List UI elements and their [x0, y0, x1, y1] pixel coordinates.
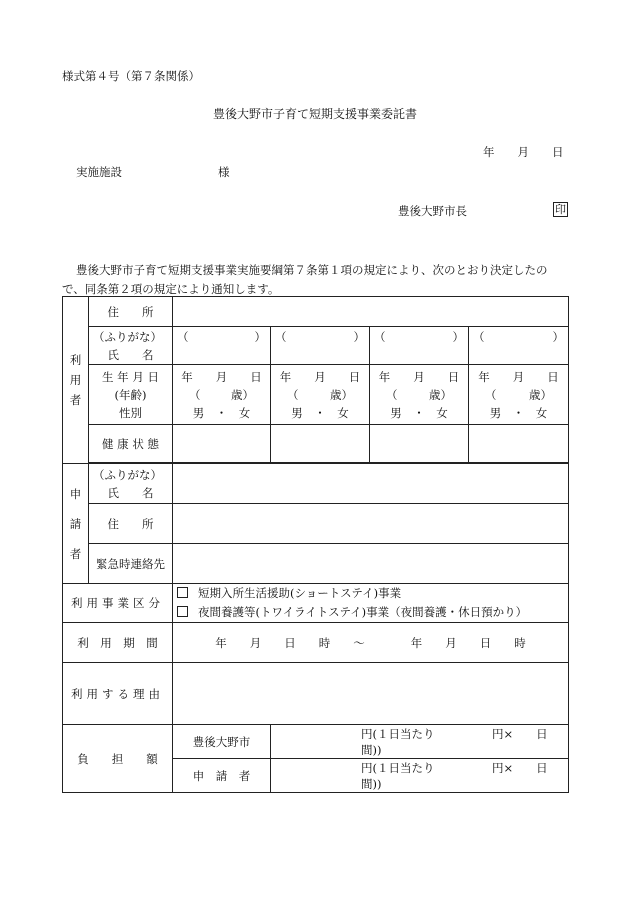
applicant-name-row [63, 464, 569, 504]
twilight-stay-checkbox[interactable] [177, 606, 188, 617]
burden-label: 負 担 額 [63, 725, 173, 793]
issue-date: 年 月 日 [483, 145, 564, 159]
user-address-field[interactable] [173, 297, 569, 327]
seal-text: 印 [555, 203, 566, 216]
body-text-line1: 豊後大野市子育て短期支援事業実施要綱第７条第１項の規定により、次のとおり決定したの [76, 263, 548, 277]
user-address-row [63, 297, 569, 327]
burden-amount-city[interactable]: 円(１日当たり 円× 日間)) [271, 725, 569, 759]
user-birth-field-1[interactable]: 年 月 日 （ 歳） 男 ・ 女 [173, 365, 271, 425]
user-birth-field-3[interactable]: 年 月 日 （ 歳） 男 ・ 女 [370, 365, 469, 425]
seal-mark [553, 202, 568, 217]
user-name-field-1[interactable]: （ ） [173, 327, 271, 365]
short-stay-checkbox[interactable] [177, 587, 188, 598]
form-number: 様式第４号（第７条関係） [62, 69, 200, 83]
period-field[interactable]: 年 月 日 時 ～ 年 月 日 時 [173, 623, 569, 663]
user-name-field-2[interactable]: （ ） [271, 327, 370, 365]
user-birth-row [63, 365, 569, 425]
burden-payer-city: 豊後大野市 [173, 725, 271, 759]
burden-payer-applicant: 申 請 者 [173, 759, 271, 793]
sender-name: 豊後大野市長 [398, 204, 467, 218]
applicant-address-row [63, 504, 569, 544]
user-health-field-3[interactable] [370, 425, 469, 463]
recipient-label: 実施施設 [76, 165, 122, 179]
service-label: 利用事業区分 [63, 584, 173, 623]
reason-row [63, 663, 569, 725]
applicant-name-label: （ふりがな） 氏 名 [89, 464, 173, 504]
applicant-address-field[interactable] [173, 504, 569, 544]
user-birth-field-2[interactable]: 年 月 日 （ 歳） 男 ・ 女 [271, 365, 370, 425]
burden-row-city [63, 725, 569, 759]
applicant-emergency-row [63, 544, 569, 584]
user-name-field-3[interactable]: （ ） [370, 327, 469, 365]
user-health-field-1[interactable] [173, 425, 271, 463]
user-health-field-4[interactable] [469, 425, 569, 463]
recipient-suffix: 様 [218, 165, 230, 179]
reason-field[interactable] [173, 663, 569, 725]
user-health-row [63, 425, 569, 463]
applicant-emergency-field[interactable] [173, 544, 569, 584]
period-label: 利 用 期 間 [63, 623, 173, 663]
applicant-name-field[interactable] [173, 464, 569, 504]
burden-amount-applicant[interactable]: 円(１日当たり 円× 日間)) [271, 759, 569, 793]
user-birth-label: 生 年 月 日 (年齢) 性別 [89, 365, 173, 425]
user-health-field-2[interactable] [271, 425, 370, 463]
period-row [63, 623, 569, 663]
user-name-row [63, 327, 569, 365]
user-health-label: 健 康 状 態 [89, 425, 173, 463]
service-options [173, 584, 569, 623]
body-text-line2: で、同条第２項の規定により通知します。 [62, 282, 280, 296]
user-address-label: 住 所 [89, 297, 173, 327]
service-row [63, 584, 569, 623]
user-name-label: （ふりがな） 氏 名 [89, 327, 173, 365]
applicant-emergency-label: 緊急時連絡先 [89, 544, 173, 584]
service-option-short-stay[interactable]: 短期入所生活援助(ショートステイ)事業 [177, 584, 564, 603]
application-table [62, 296, 569, 793]
user-birth-field-4[interactable]: 年 月 日 （ 歳） 男 ・ 女 [469, 365, 569, 425]
applicant-group-label: 申 請 者 [63, 464, 89, 584]
applicant-address-label: 住 所 [89, 504, 173, 544]
page-title: 豊後大野市子育て短期支援事業委託書 [212, 107, 417, 121]
reason-label: 利用する理由 [63, 663, 173, 725]
user-group-label: 利 用 者 [63, 297, 89, 464]
user-name-field-4[interactable]: （ ） [469, 327, 569, 365]
service-option-twilight-stay[interactable]: 夜間養護等(トワイライトステイ)事業（夜間養護・休日預かり） [177, 603, 564, 622]
